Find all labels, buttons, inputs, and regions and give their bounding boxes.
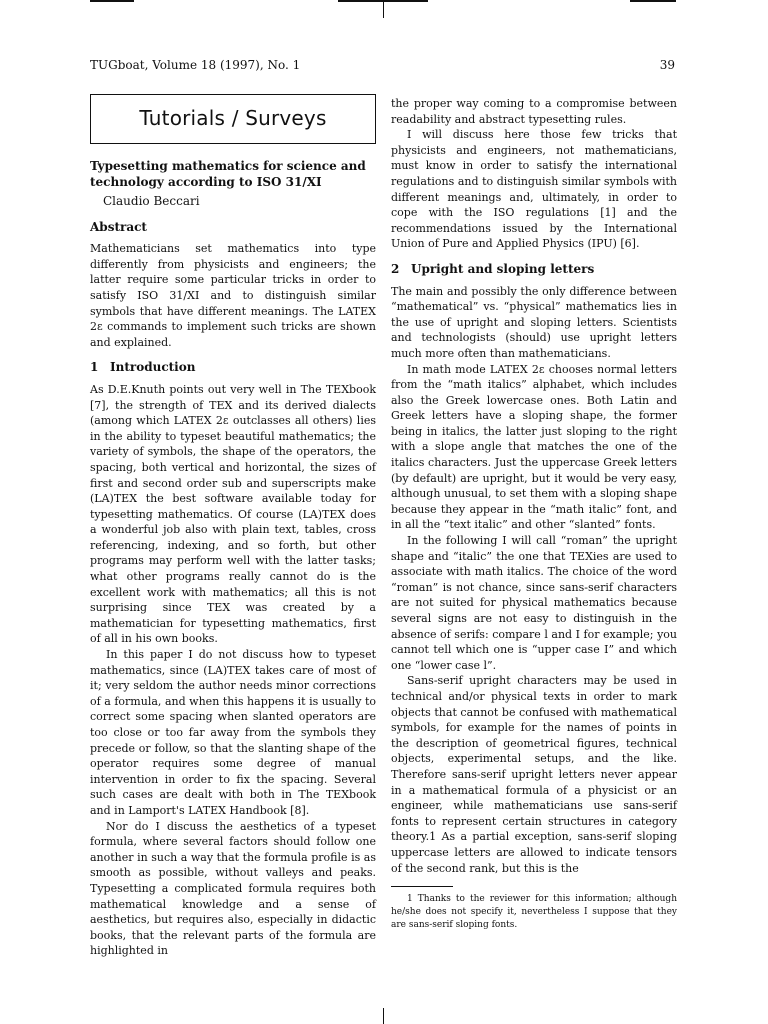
crop-mark-top-right <box>630 0 676 2</box>
section-title: Upright and sloping letters <box>411 261 595 276</box>
footnote-rule <box>391 886 453 887</box>
left-column <box>90 94 376 959</box>
paragraph: The main and possibly the only difference between “mathematical” vs. “physical” mathematics lies in the use of upright and sloping letters. Scientists and technologists (should) use upright letters much more often than mathematicians. <box>391 284 677 360</box>
crop-mark-bottom-center-tick <box>383 1008 384 1024</box>
abstract-heading: Abstract <box>90 219 147 234</box>
section-1-heading <box>90 360 376 376</box>
paragraph: Sans-serif upright characters may be used in technical and/or physical texts in order to mark objects that cannot be confused with mathematical symbols, for example for the names of points in the description of geometrical figures, technical objects, experimental setups, and the like. Therefore sans-serif upright letters never appear in a mathematical formula of a physicist or an engineer, while mathematicians use sans-serif fonts to represent certain structures in category theory.1 As a partial exception, sans-serif sloping uppercase letters are allowed to indicate tensors of the second rank, but this is the <box>391 674 677 875</box>
crop-mark-top-center-tick <box>383 0 384 18</box>
section-number: 1 <box>90 360 99 375</box>
section-title: Introduction <box>110 360 196 375</box>
paragraph: In this paper I do not discuss how to typeset mathematics, since (LA)TEX takes care of most of it; very seldom the author needs minor corrections of a formula, and when this happens it is usually to correct some spacing when slanted operators are too close or too far away from the symbols they precede or follow, so that the slanting shape of the operator requires some degree of manual intervention in order to fix the spacing. Several such cases are dealt with both in The TEXbook and in Lamport's LATEX Handbook [8]. <box>90 648 376 817</box>
running-header <box>90 58 675 76</box>
paragraph: In math mode LATEX 2ε chooses normal letters from the “math italics” alphabet, which includes also the Greek lowercase ones. Both Latin and Greek letters have a sloping shape, the former being in italics, the latter just sloping to the right with a slope angle that matches the one of the italics characters. Just the uppercase Greek letters (by default) are upright, but it would be very easy, although unusual, to set them with a sloping shape because they appear in the “math italic” font, and in all the “text italic” and other “slanted” fonts. <box>391 362 677 532</box>
paragraph: I will discuss here those few tricks that physicists and engineers, not mathematicians, must know in order to satisfy the international regulations and to distinguish similar symbols with different meanings and, ultimately, in order to cope with the ISO regulations [1] and the recommendations issued by the International Union of Pure and Applied Physics (IPU) [6]. <box>391 128 677 251</box>
paragraph: In the following I will call “roman” the upright shape and “italic” the one that TEXies are used to associate with math italics. The choice of the word “roman” is not chance, since sans-serif characters are not suited for physical mathematics because several signs are not easy to distinguish in the absence of serifs: compare l and I for example; you cannot tell which one is “upper case I” and which one “lower case l”. <box>391 534 677 672</box>
section-2-heading <box>391 262 677 278</box>
running-head: TUGboat, Volume 18 (1997), No. 1 <box>90 58 301 72</box>
article-author: Claudio Beccari <box>103 194 200 208</box>
crop-mark-top-left <box>90 0 134 2</box>
article-title: Typesetting mathematics for science and technology according to ISO 31/XI <box>90 159 366 189</box>
section-box <box>90 94 376 144</box>
footnote: 1 Thanks to the reviewer for this information; although he/she does not specify it, nevertheless I suppose that they are sans-serif sloping fonts. <box>391 894 677 930</box>
page-number: 39 <box>659 58 675 72</box>
section-box-label: Tutorials / Surveys <box>139 106 327 131</box>
abstract-text: Mathematicians set mathematics into type differently from physicists and engineers; the latter require some particular tricks in order to satisfy ISO 31/XI and to distinguish similar symbols that have different meanings. The LATEX 2ε commands to implement such tricks are shown and explained. <box>90 242 376 349</box>
paragraph: Nor do I discuss the aesthetics of a typeset formula, where several factors should follow one another in such a way that the formula profile is as smooth as possible, without valleys and peaks. Typesetting a complicated formula requires both mathematical knowledge and a sense of aesthetics, but requires also, especially in didactic books, that the relevant parts of the formula are highlighted in <box>90 819 376 958</box>
paragraph: the proper way coming to a compromise between readability and abstract typesetting rules. <box>391 97 677 126</box>
section-number: 2 <box>391 261 400 276</box>
right-column <box>391 96 677 876</box>
paragraph: As D.E.Knuth points out very well in The TEXbook [7], the strength of TEX and its derived dialects (among which LATEX 2ε outclasses all others) lies in the ability to typeset beautiful mathematics; the variety of symbols, the shape of the operators, the spacing, both vertical and horizontal, the sizes of first and second order sub and superscripts make (LA)TEX the best software available today for typesetting mathematics. Of course (LA)TEX does a wonderful job also with plain text, tables, cross referencing, indexing, and so forth, but other programs may perform well with the latter tasks; what other programs really cannot do is the excellent work with mathematics; all this is not surprising since TEX was created by a mathematician for typesetting mathematics, first of all in his own books. <box>90 382 376 646</box>
